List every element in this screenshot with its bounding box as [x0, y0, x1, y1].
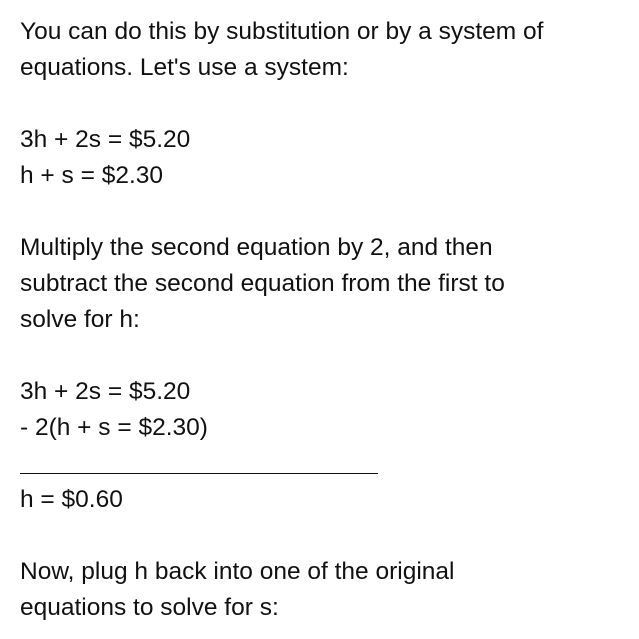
elimination-result: h = $0.60 [20, 486, 123, 513]
step-line-2: subtract the second equation from the first to [20, 270, 505, 297]
system-equation-2: h + s = $2.30 [20, 162, 164, 189]
system-equation-1: 3h + 2s = $5.20 [20, 126, 191, 153]
intro-line-1: You can do this by substitution or by a system of [20, 18, 544, 45]
elimination-equation-2: - 2(h + s = $2.30) [20, 414, 208, 441]
next-line-1: Now, plug h back into one of the original [20, 558, 455, 585]
paragraph-gap [20, 194, 630, 230]
intro-line-2: equations. Let's use a system: [20, 54, 349, 81]
subtraction-divider [20, 446, 630, 482]
next-line-2: equations to solve for s: [20, 594, 279, 621]
step-line-1: Multiply the second equation by 2, and then [20, 234, 493, 261]
step-line-3: solve for h: [20, 306, 140, 333]
elimination-equation-1: 3h + 2s = $5.20 [20, 378, 191, 405]
answer-text [20, 14, 630, 626]
paragraph-gap [20, 518, 630, 554]
paragraph-gap [20, 338, 630, 374]
divider-rule [20, 473, 378, 474]
paragraph-gap [20, 86, 630, 122]
